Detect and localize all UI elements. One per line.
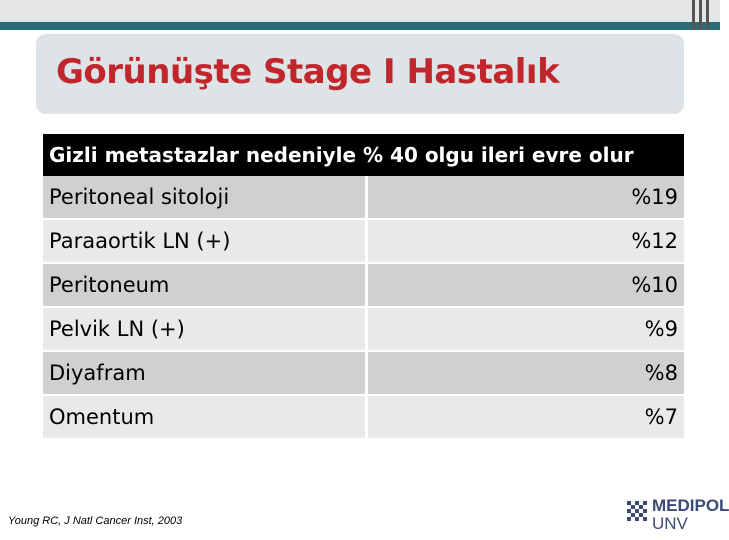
table-row [43, 307, 684, 351]
table-row [43, 176, 684, 219]
table-row [43, 263, 684, 307]
corner-decoration [690, 0, 720, 30]
table-row [43, 351, 684, 395]
row-label: Paraaortik LN (+) [43, 219, 367, 263]
slide-title: Görünüşte Stage I Hastalık [56, 52, 560, 92]
row-value: %7 [367, 395, 685, 439]
row-value: %8 [367, 351, 685, 395]
table-row [43, 395, 684, 439]
table-row [43, 219, 684, 263]
row-label: Diyafram [43, 351, 367, 395]
row-value: %12 [367, 219, 685, 263]
metastasis-table [43, 134, 684, 440]
table-header-row [43, 134, 684, 176]
logo-name: MEDIPOL [652, 496, 729, 515]
row-label: Peritoneum [43, 263, 367, 307]
row-value: %10 [367, 263, 685, 307]
medipol-logo [622, 494, 729, 540]
row-value: %19 [367, 176, 685, 219]
citation: Young RC, J Natl Cancer Inst, 2003 [8, 515, 183, 527]
medipol-logo-mark-icon [626, 500, 648, 522]
row-value: %9 [367, 307, 685, 351]
row-label: Peritoneal sitoloji [43, 176, 367, 219]
top-bar [0, 0, 720, 22]
table-header: Gizli metastazlar nedeniyle % 40 olgu ileri evre olur [43, 134, 684, 176]
top-stripe [0, 22, 720, 30]
logo-sub: UNV [652, 514, 688, 533]
row-label: Pelvik LN (+) [43, 307, 367, 351]
row-label: Omentum [43, 395, 367, 439]
